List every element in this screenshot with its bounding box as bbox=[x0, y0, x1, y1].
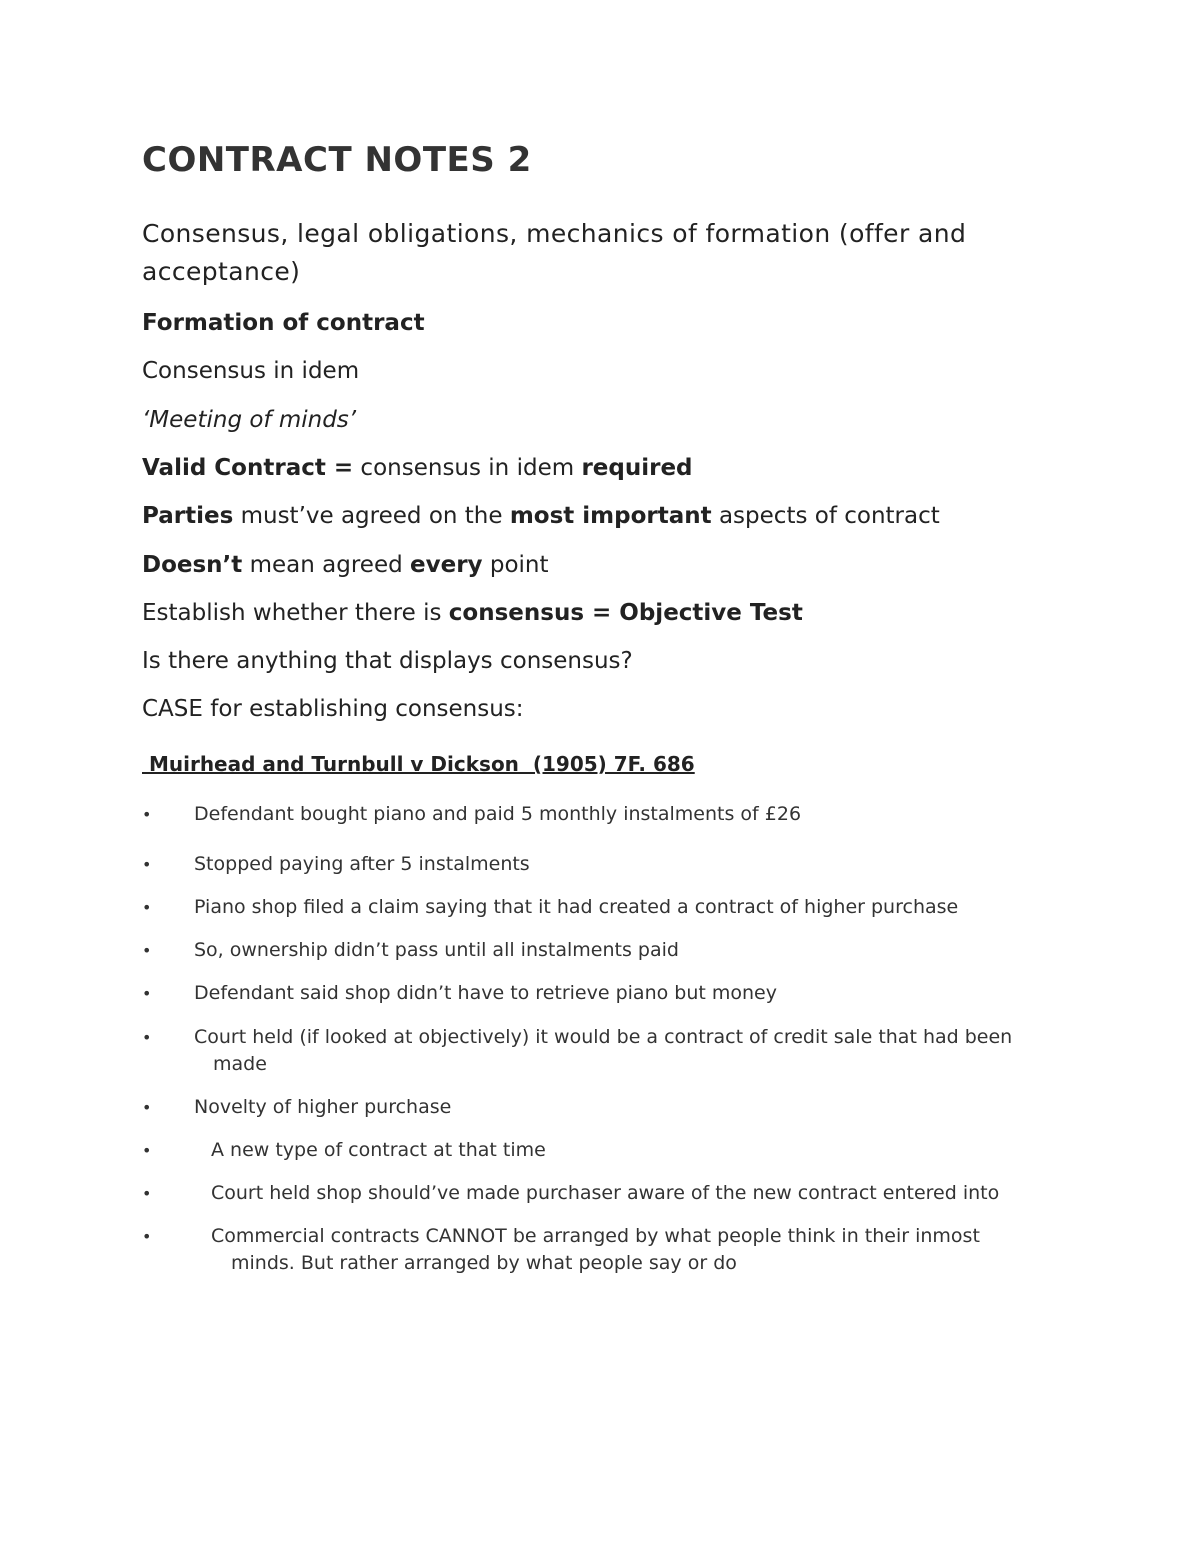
list-item-text: A new type of contract at that time bbox=[211, 1139, 546, 1161]
list-item-text bbox=[211, 1223, 1054, 1277]
line-is-there: Is there anything that displays consensus? bbox=[142, 648, 633, 674]
parties-a: Parties bbox=[142, 503, 234, 529]
bullet-icon: • bbox=[142, 805, 152, 824]
valid-contract-b: consensus in idem bbox=[353, 455, 582, 481]
bullet-icon: • bbox=[142, 1184, 152, 1203]
bullet-icon: • bbox=[142, 941, 152, 960]
line-parties bbox=[142, 501, 940, 531]
bullet-icon: • bbox=[142, 898, 152, 917]
list-item-line: Commercial contracts CANNOT be arranged by what people think in their inmost bbox=[211, 1225, 980, 1247]
establish-a: Establish whether there is bbox=[142, 600, 449, 626]
parties-c: most important bbox=[509, 503, 712, 529]
heading-formation bbox=[142, 308, 425, 338]
document-title: CONTRACT NOTES 2 bbox=[142, 140, 532, 180]
list-item-text: Defendant bought piano and paid 5 monthly instalments of £26 bbox=[194, 803, 802, 825]
bullet-icon: • bbox=[142, 855, 152, 874]
bullet-icon: • bbox=[142, 1028, 152, 1047]
bullet-icon: • bbox=[142, 1141, 152, 1160]
doesnt-d: point bbox=[482, 552, 549, 578]
valid-contract-c: required bbox=[581, 455, 693, 481]
bullet-icon: • bbox=[142, 1098, 152, 1117]
list-item-line: Court held (if looked at objectively) it would be a contract of credit sale that had been bbox=[194, 1026, 1013, 1048]
list-item-continuation: made bbox=[213, 1053, 267, 1075]
parties-b: must’ve agreed on the bbox=[233, 503, 510, 529]
list-item-text: Defendant said shop didn’t have to retrieve piano but money bbox=[194, 982, 777, 1004]
bullet-icon: • bbox=[142, 1227, 152, 1246]
doesnt-b: mean agreed bbox=[242, 552, 411, 578]
doesnt-a: Doesn’t bbox=[142, 552, 243, 578]
list-item-text bbox=[194, 1024, 1054, 1078]
line-meeting-of-minds: ‘Meeting of minds’ bbox=[142, 407, 357, 433]
line-establish bbox=[142, 598, 803, 628]
list-item-text: Court held shop should’ve made purchaser aware of the new contract entered into bbox=[211, 1182, 1000, 1204]
establish-b: consensus = Objective Test bbox=[448, 600, 803, 626]
heading-formation-text: Formation of contract bbox=[142, 310, 425, 336]
document-subtitle: Consensus, legal obligations, mechanics of formation (offer and acceptance) bbox=[142, 219, 967, 286]
valid-contract-a: Valid Contract = bbox=[142, 455, 354, 481]
doesnt-c: every bbox=[410, 552, 483, 578]
list-item-continuation: minds. But rather arranged by what people say or do bbox=[231, 1252, 737, 1274]
parties-d: aspects of contract bbox=[711, 503, 940, 529]
line-valid-contract bbox=[142, 453, 693, 483]
list-item-text: Piano shop filed a claim saying that it had created a contract of higher purchase bbox=[194, 896, 959, 918]
list-item-text: Stopped paying after 5 instalments bbox=[194, 853, 530, 875]
bullet-icon: • bbox=[142, 984, 152, 1003]
line-case-for: CASE for establishing consensus: bbox=[142, 696, 524, 722]
list-item-text: So, ownership didn’t pass until all instalments paid bbox=[194, 939, 679, 961]
line-doesnt bbox=[142, 550, 549, 580]
list-item-text: Novelty of higher purchase bbox=[194, 1096, 452, 1118]
line-consensus-in-idem: Consensus in idem bbox=[142, 358, 360, 384]
case-title: Muirhead and Turnbull v Dickson (1905) 7F. 686 bbox=[142, 752, 695, 776]
